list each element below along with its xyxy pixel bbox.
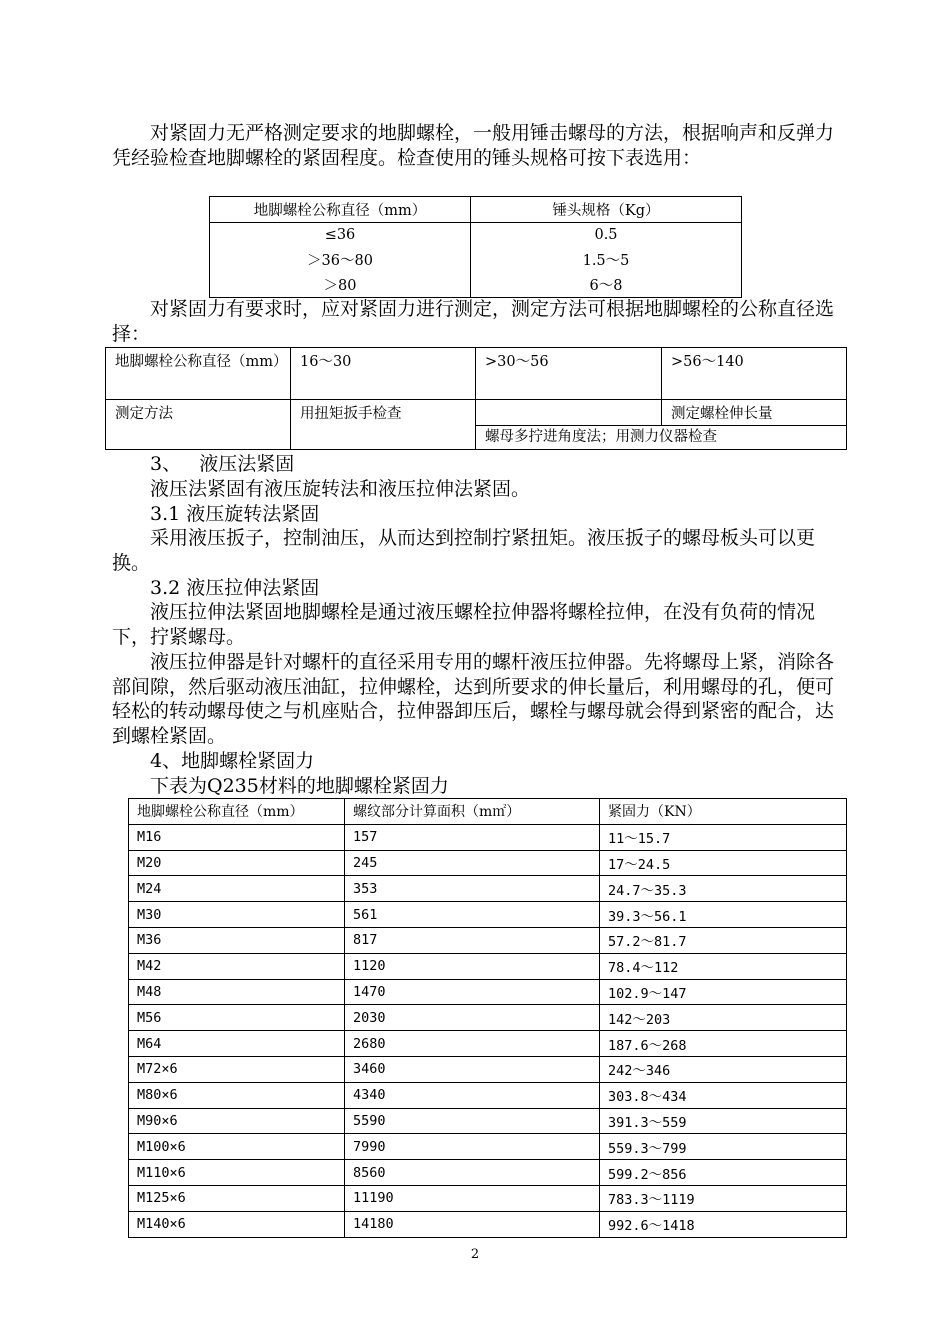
table-cell: ＞36～80 xyxy=(210,248,471,273)
fastening-force-table xyxy=(128,798,847,1238)
table-cell: 16～30 xyxy=(291,348,476,400)
table-row xyxy=(129,824,847,850)
paragraph-hydraulic-intro: 液压法紧固有液压旋转法和液压拉伸法紧固。 xyxy=(150,478,531,500)
table-cell: 57.2～81.7 xyxy=(600,927,847,953)
table-cell: 1470 xyxy=(345,979,600,1005)
table-cell: M16 xyxy=(129,824,345,850)
table-cell: 599.2～856 xyxy=(600,1160,847,1186)
table-cell: >30～56 xyxy=(476,348,662,400)
table-header-cell: 螺纹部分计算面积（m㎡） xyxy=(345,799,600,825)
table-cell: M72×6 xyxy=(129,1056,345,1082)
table-row xyxy=(106,400,847,426)
section-heading-3: 3、 液压法紧固 xyxy=(150,453,295,475)
table-cell xyxy=(476,400,662,426)
table-cell: 6～8 xyxy=(471,272,742,297)
table-row xyxy=(129,1211,847,1237)
section-heading-3-2: 3.2 液压拉伸法紧固 xyxy=(150,577,320,599)
table-row xyxy=(129,1108,847,1134)
table-cell: >56～140 xyxy=(662,348,847,400)
table-cell: M140×6 xyxy=(129,1211,345,1237)
table-cell: 157 xyxy=(345,824,600,850)
table-cell: 2030 xyxy=(345,1005,600,1031)
table-cell: 7990 xyxy=(345,1134,600,1160)
table-row xyxy=(129,953,847,979)
table-cell: 559.3～799 xyxy=(600,1134,847,1160)
table-cell: M90×6 xyxy=(129,1108,345,1134)
paragraph-method-intro: 对紧固力有要求时，应对紧固力进行测定，测定方法可根据地脚螺栓的公称直径选择： xyxy=(112,298,835,345)
table-cell: 187.6～268 xyxy=(600,1031,847,1057)
table-row xyxy=(129,850,847,876)
measurement-method-table xyxy=(105,347,847,450)
table-cell: 测定螺栓伸长量 xyxy=(662,400,847,426)
table-cell: 783.3～1119 xyxy=(600,1185,847,1211)
table-header-row xyxy=(129,799,847,825)
table-header-row xyxy=(210,197,742,223)
paragraph-tensioner: 液压拉伸器是针对螺杆的直径采用专用的螺杆液压拉伸器。先将螺母上紧，消除各部间隙，然后驱动液压油缸，拉伸螺栓，达到所要求的伸长量后，利用螺母的孔，便可轻松的转动螺母使之与机座贴合，拉伸器卸压后，螺栓与螺母就会得到紧密的配合，达到螺栓紧固。 xyxy=(112,651,835,747)
paragraph-hydraulic-tension: 液压拉伸法紧固地脚螺栓是通过液压螺栓拉伸器将螺栓拉伸，在没有负荷的情况下，拧紧螺母。 xyxy=(112,601,816,648)
table-cell: 1120 xyxy=(345,953,600,979)
table-row xyxy=(129,1134,847,1160)
table-row xyxy=(129,979,847,1005)
table-header-cell: 地脚螺栓公称直径（mm） xyxy=(129,799,345,825)
table-cell: ＞80 xyxy=(210,272,471,297)
table-cell: 8560 xyxy=(345,1160,600,1186)
table-cell: M56 xyxy=(129,1005,345,1031)
table-cell: 4340 xyxy=(345,1082,600,1108)
table-row xyxy=(129,1056,847,1082)
paragraph-hydraulic-rotation: 采用液压扳子，控制油压，从而达到控制拧紧扭矩。液压扳子的螺母板头可以更换。 xyxy=(112,527,816,574)
table-row xyxy=(129,902,847,928)
paragraph-hammer-intro: 对紧固力无严格测定要求的地脚螺栓，一般用锤击螺母的方法，根据响声和反弹力凭经验检查地脚螺栓的紧固程度。检查使用的锤头规格可按下表选用： xyxy=(112,122,835,169)
table-cell: 11～15.7 xyxy=(600,824,847,850)
table-cell: M20 xyxy=(129,850,345,876)
paragraph-force-table-intro: 下表为Q235材料的地脚螺栓紧固力 xyxy=(150,775,449,797)
table-cell: 0.5 xyxy=(471,223,742,248)
table-header-cell: 锤头规格（Kg） xyxy=(471,197,742,223)
table-row xyxy=(129,1005,847,1031)
table-row xyxy=(129,1031,847,1057)
table-cell: 测定方法 xyxy=(106,400,291,450)
table-cell: 螺母多拧进角度法；用测力仪器检查 xyxy=(476,426,847,450)
table-cell: ≤36 xyxy=(210,223,471,248)
table-cell: M24 xyxy=(129,876,345,902)
table-cell: 11190 xyxy=(345,1185,600,1211)
section-heading-4: 4、地脚螺栓紧固力 xyxy=(150,750,315,772)
table-cell: M125×6 xyxy=(129,1185,345,1211)
table-cell: 14180 xyxy=(345,1211,600,1237)
table-cell: 2680 xyxy=(345,1031,600,1057)
table-cell: 245 xyxy=(345,850,600,876)
table-cell: 391.3～559 xyxy=(600,1108,847,1134)
table-header-cell: 地脚螺栓公称直径（mm） xyxy=(210,197,471,223)
table-row xyxy=(210,248,742,273)
table-cell: 303.8～434 xyxy=(600,1082,847,1108)
table-row xyxy=(210,223,742,248)
page-number: 2 xyxy=(470,1247,480,1262)
table-cell: 561 xyxy=(345,902,600,928)
table-cell: 24.7～35.3 xyxy=(600,876,847,902)
table-row xyxy=(129,1082,847,1108)
hammer-spec-table xyxy=(209,196,742,298)
table-cell: 1.5～5 xyxy=(471,248,742,273)
table-row xyxy=(129,1160,847,1186)
table-cell: M80×6 xyxy=(129,1082,345,1108)
table-row xyxy=(129,927,847,953)
table-row xyxy=(106,348,847,400)
table-row xyxy=(129,876,847,902)
table-cell: 地脚螺栓公称直径（mm） xyxy=(106,348,291,400)
table-cell: 17～24.5 xyxy=(600,850,847,876)
table-cell: 39.3～56.1 xyxy=(600,902,847,928)
table-row xyxy=(210,272,742,297)
table-cell: 5590 xyxy=(345,1108,600,1134)
table-cell: M42 xyxy=(129,953,345,979)
table-cell: 用扭矩扳手检查 xyxy=(291,400,476,450)
table-cell: 817 xyxy=(345,927,600,953)
table-cell: M110×6 xyxy=(129,1160,345,1186)
table-header-cell: 紧固力（KN） xyxy=(600,799,847,825)
table-cell: M36 xyxy=(129,927,345,953)
table-cell: 102.9～147 xyxy=(600,979,847,1005)
table-cell: 3460 xyxy=(345,1056,600,1082)
table-cell: M100×6 xyxy=(129,1134,345,1160)
table-cell: 142～203 xyxy=(600,1005,847,1031)
table-cell: 992.6～1418 xyxy=(600,1211,847,1237)
table-cell: 242～346 xyxy=(600,1056,847,1082)
table-cell: M30 xyxy=(129,902,345,928)
table-cell: M48 xyxy=(129,979,345,1005)
table-cell: 78.4～112 xyxy=(600,953,847,979)
table-row xyxy=(129,1185,847,1211)
table-cell: 353 xyxy=(345,876,600,902)
section-heading-3-1: 3.1 液压旋转法紧固 xyxy=(150,503,320,525)
table-cell: M64 xyxy=(129,1031,345,1057)
